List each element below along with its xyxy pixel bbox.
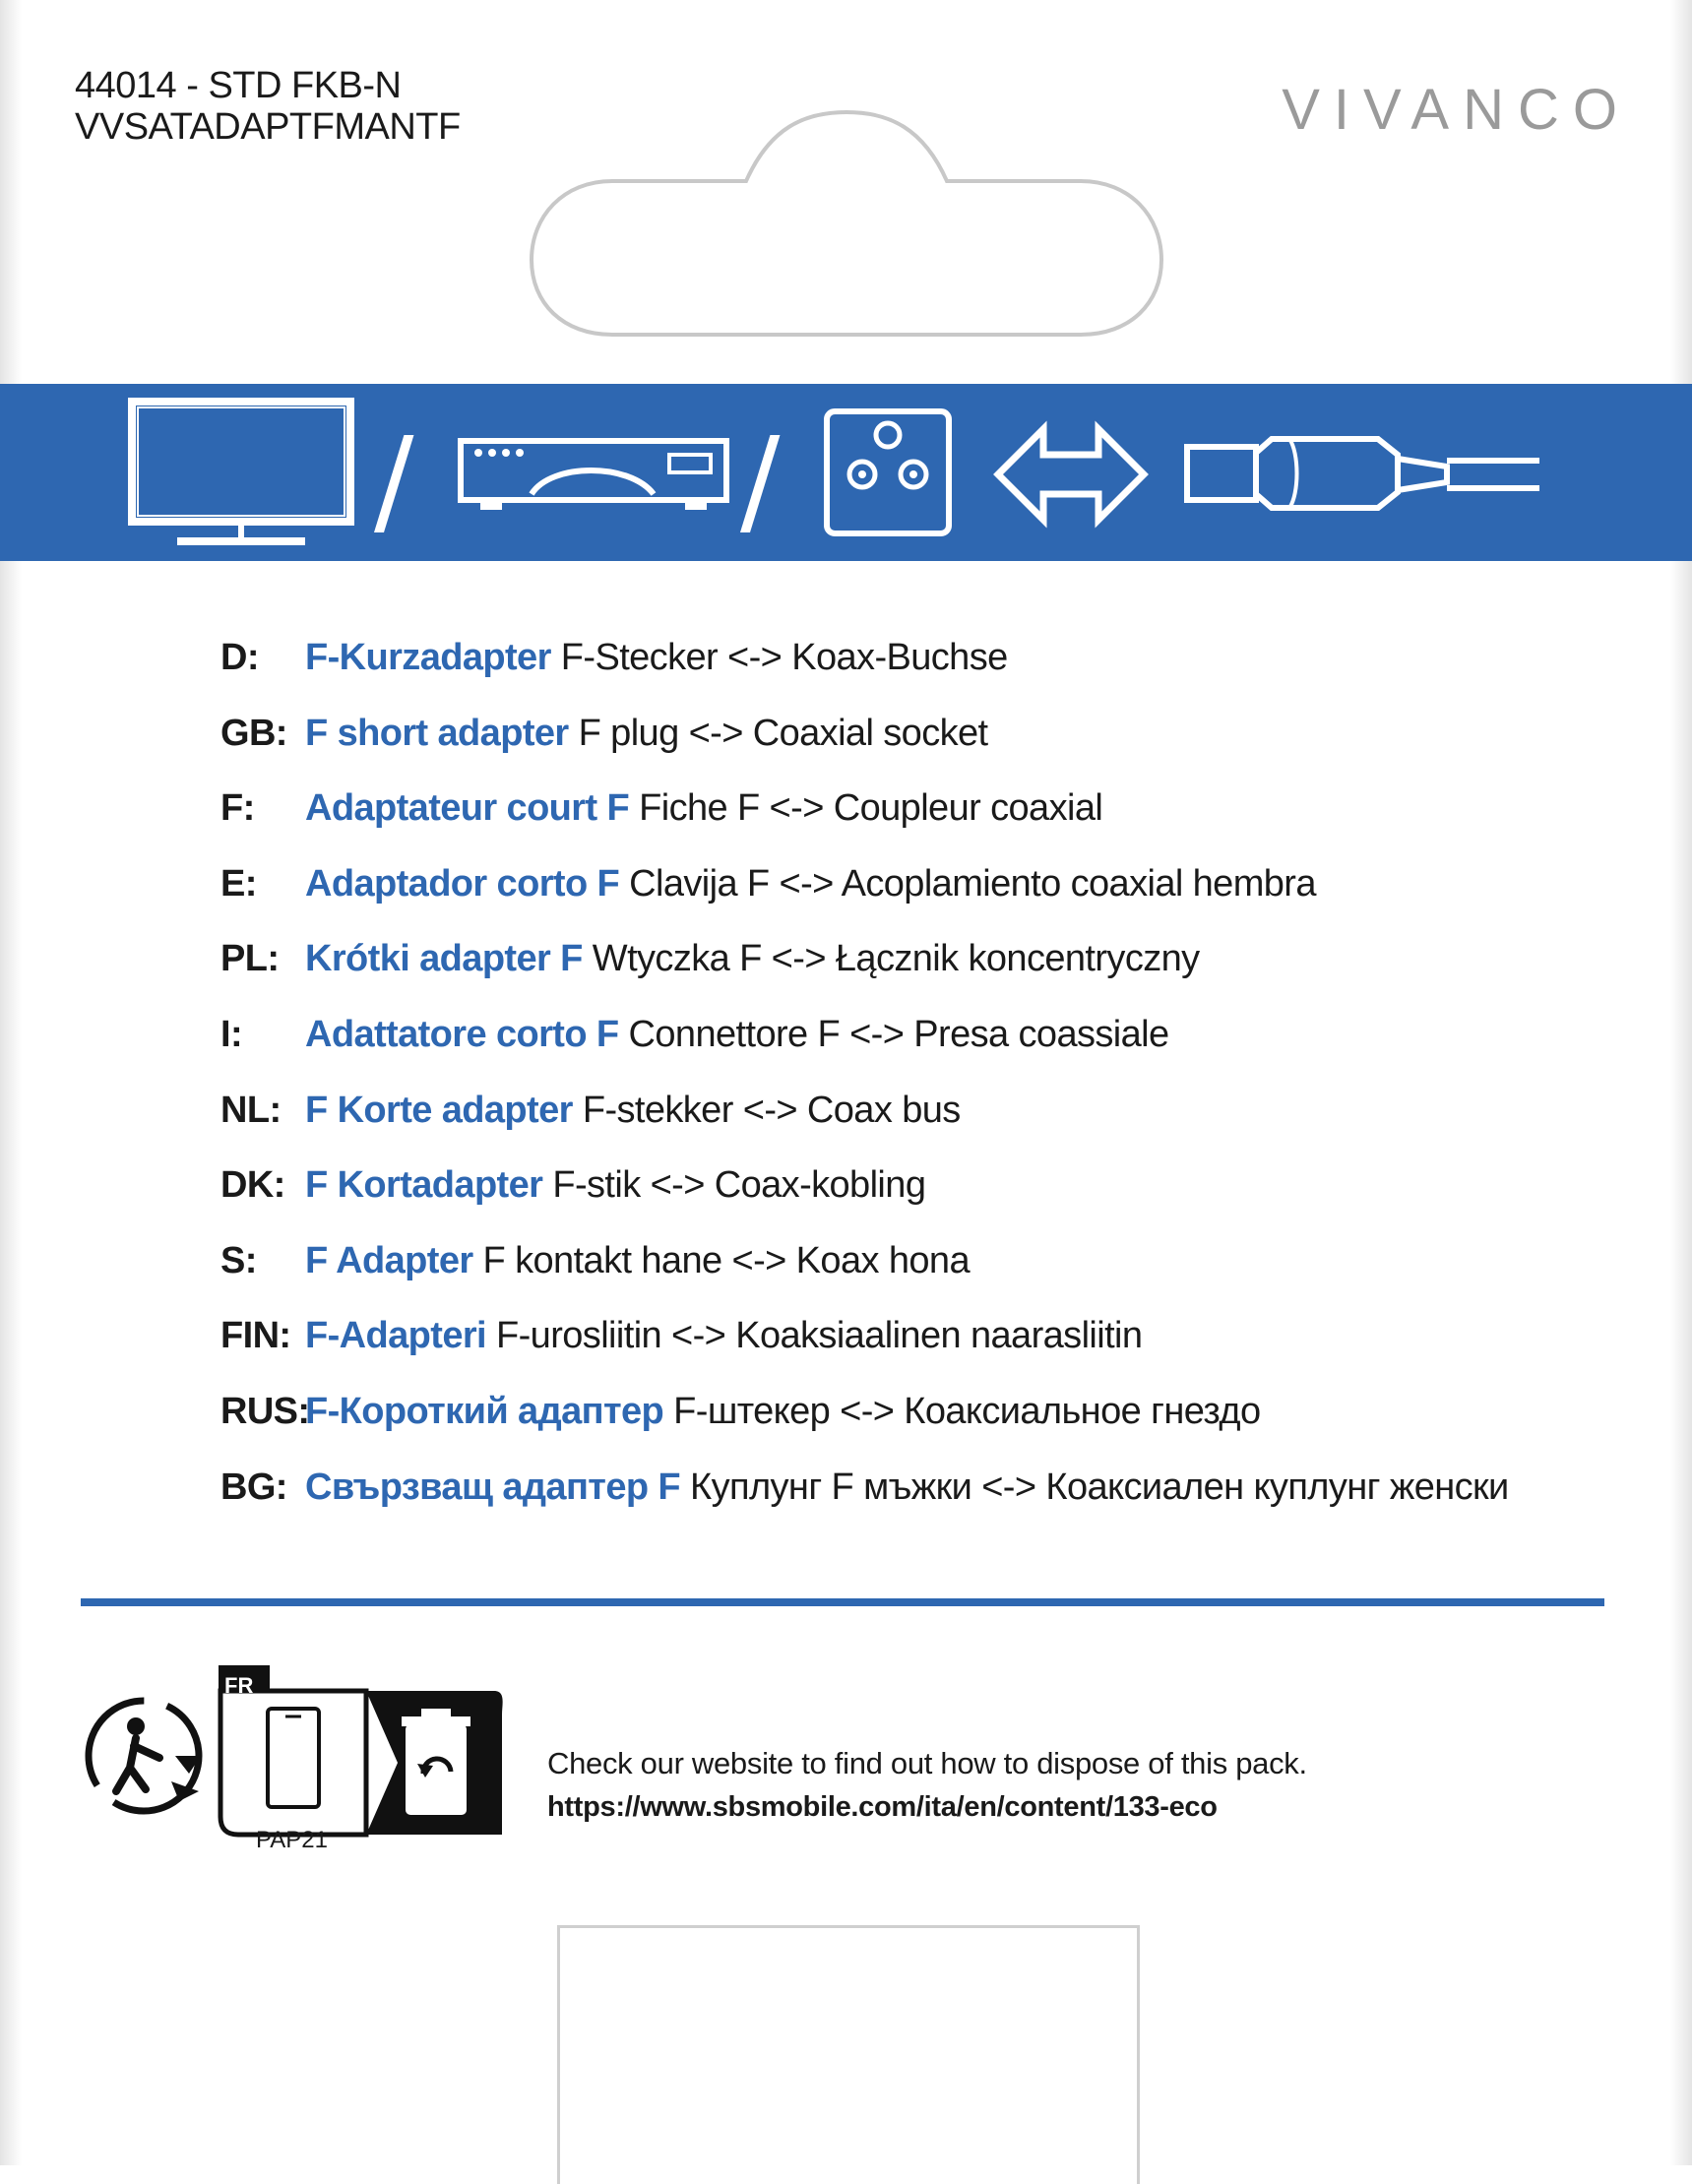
language-row [220,1239,1598,1315]
product-description: Fiche F <-> Coupleur coaxial [639,787,1103,830]
product-title: F-Adapteri [305,1315,487,1357]
f-adapter-icon [1187,439,1539,508]
product-title: Свързващ адаптер F [305,1466,681,1508]
language-code: BG: [220,1466,287,1508]
product-title: Adaptador corto F [305,862,620,905]
pap-label: PAP21 [256,1827,328,1853]
language-row [220,1163,1598,1239]
language-row [220,712,1598,787]
language-code: NL: [220,1089,282,1131]
product-description: F-Stecker <-> Koax-Buchse [560,637,1008,678]
product-description: Куплунг F мъжки <-> Коаксиален куплунг женски [690,1466,1509,1508]
dispose-info [547,1742,1307,1829]
brand-logo: VIVANCO [1282,78,1631,142]
product-description: F-stik <-> Coax-kobling [552,1164,926,1207]
language-row [220,937,1598,1013]
language-row [220,1089,1598,1164]
info-tri-box [219,1665,503,1835]
language-row [220,1013,1598,1089]
language-list [220,636,1598,1540]
hang-hole [524,108,1169,341]
product-title: Adattatore corto F [305,1013,619,1055]
section-divider [81,1598,1604,1606]
product-codes [75,65,461,148]
product-title: Krótki adapter F [305,938,583,980]
product-description: Wtyczka F <-> Łącznik koncentryczny [592,938,1200,980]
product-description: Connettore F <-> Presa coassiale [628,1013,1169,1055]
language-row [220,786,1598,862]
product-description: Clavija F <-> Acoplamiento coaxial hembra [629,862,1316,905]
dispose-url[interactable]: https://www.sbsmobile.com/ita/en/content/133-eco [547,1791,1218,1823]
language-code: FIN: [220,1315,291,1357]
bottom-window [557,1925,1140,2184]
product-title: F short adapter [305,712,569,754]
product-description: F kontakt hane <-> Koax hona [482,1239,970,1281]
product-title: Adaptateur court F [305,787,630,830]
language-row [220,1466,1598,1541]
product-description: F-штекер <-> Коаксиальное гнездо [673,1390,1261,1432]
icon-band [0,384,1692,561]
language-row [220,636,1598,712]
product-description: F plug <-> Coaxial socket [578,712,988,754]
tv-icon [132,402,350,545]
language-row [220,862,1598,938]
language-row [220,1390,1598,1466]
language-code: D: [220,637,259,678]
language-row [220,1314,1598,1390]
product-code: 44014 - STD FKB-N [75,65,402,106]
fr-label: FR [224,1673,254,1698]
product-title: F-Короткий адаптер [305,1390,664,1432]
language-code: F: [220,787,255,830]
product-description: F-urosliitin <-> Koaksiaalinen naarasliitin [496,1315,1143,1357]
product-title: F Adapter [305,1239,473,1281]
product-title: F-Kurzadapter [305,637,551,678]
antenna-socket-icon [827,411,949,533]
dispose-text: Check our website to find out how to dispose of this pack. [547,1746,1307,1780]
product-title: F Kortadapter [305,1164,543,1207]
product-sku: VVSATADAPTFMANTF [75,106,461,148]
product-title: F Korte adapter [305,1089,573,1131]
icon-separator: / [740,413,781,550]
bidirectional-arrow-icon [998,429,1144,520]
receiver-icon [461,441,726,510]
language-code: RUS: [220,1390,310,1432]
product-description: F-stekker <-> Coax bus [582,1089,961,1131]
language-code: GB: [220,712,287,754]
triman-icon [89,1701,201,1811]
language-code: S: [220,1239,257,1281]
language-code: DK: [220,1164,285,1207]
language-code: E: [220,862,257,905]
language-code: I: [220,1013,243,1055]
icon-separator: / [374,413,414,550]
language-code: PL: [220,938,280,980]
